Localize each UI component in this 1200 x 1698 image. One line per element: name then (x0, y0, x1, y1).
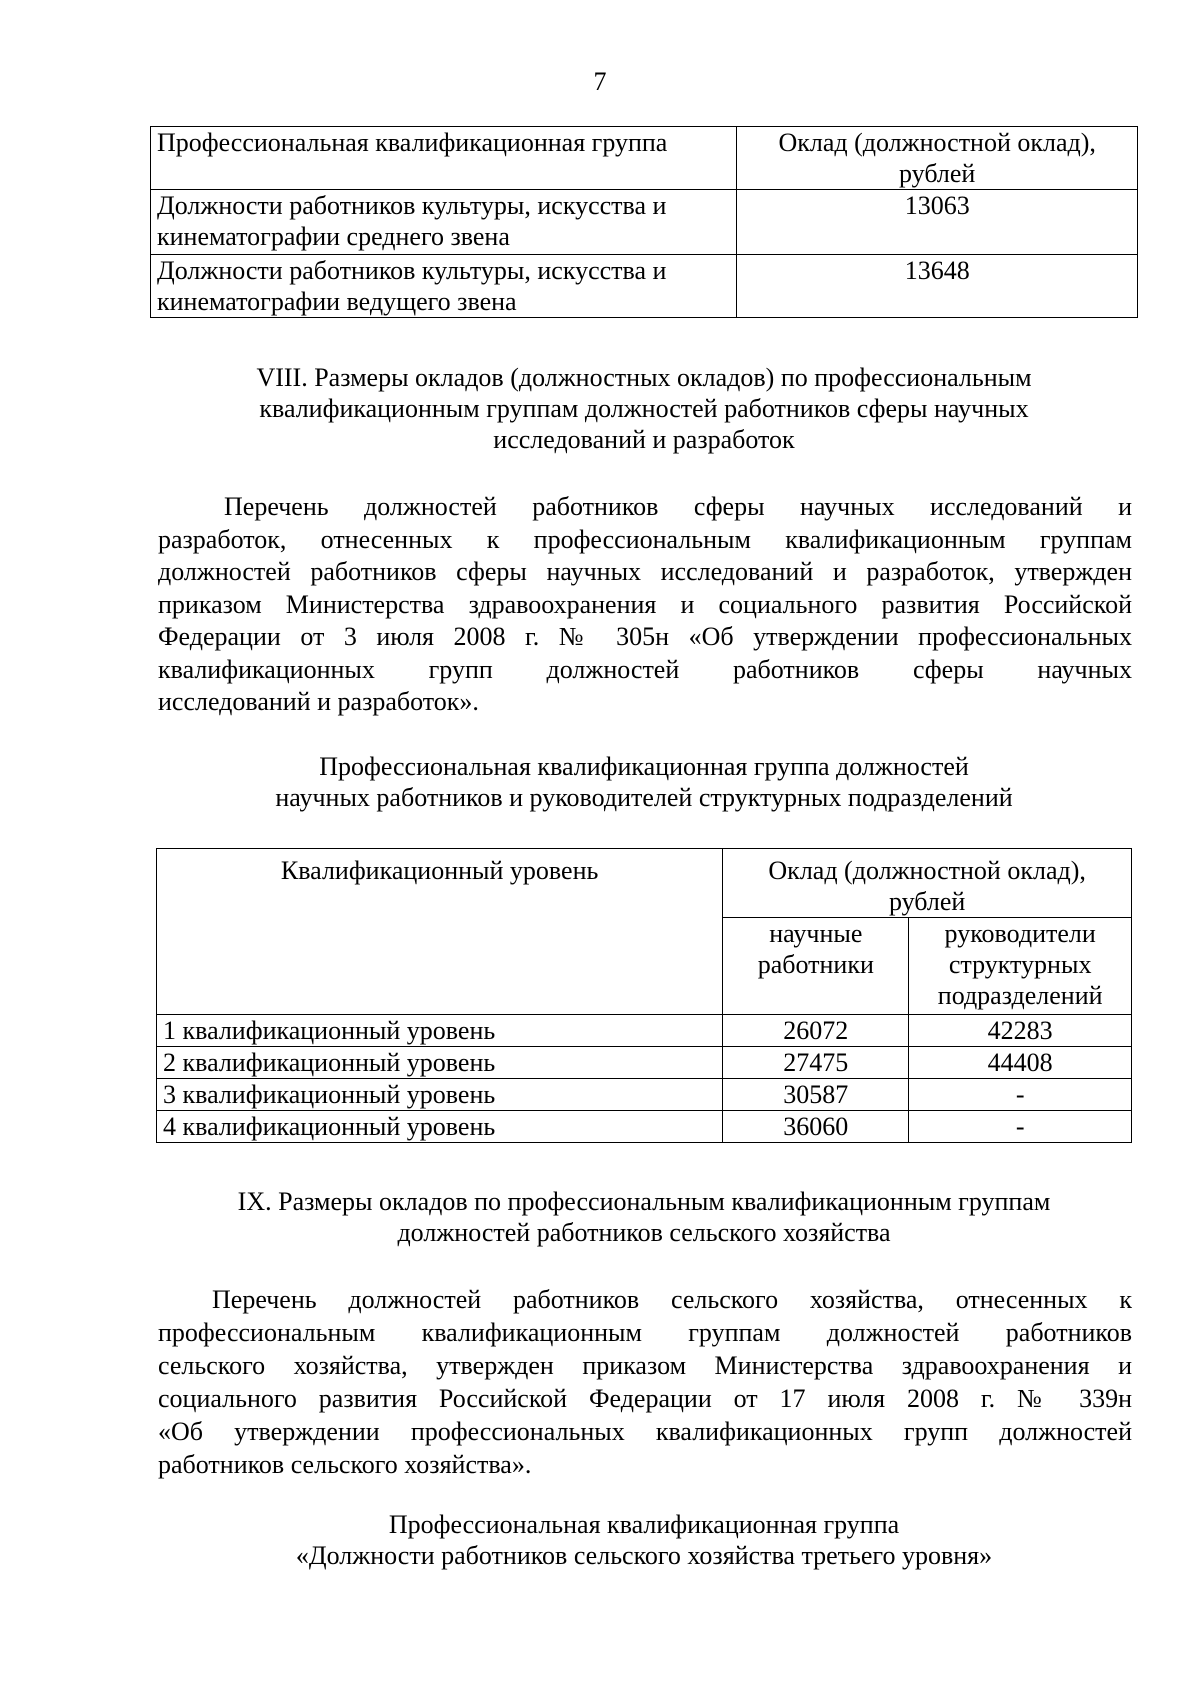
heads-salary-cell: 44408 (909, 1047, 1132, 1079)
paragraph-line: сельского хозяйства, утвержден приказом Министерства здравоохранения и (158, 1351, 1132, 1380)
salary-table-culture (150, 126, 1138, 318)
group-title-line: «Должности работников сельского хозяйства третьего уровня» (295, 1541, 993, 1570)
column-header-salary: Оклад (должностной оклад), рублей (737, 127, 1138, 190)
column-header-scientists: научные работники (723, 918, 909, 1015)
heads-salary-cell: - (909, 1079, 1132, 1111)
scientists-salary-cell: 36060 (723, 1111, 909, 1143)
paragraph-line: исследований и разработок». (158, 687, 479, 716)
group-title-line: Профессиональная квалификационная группа должностей (319, 752, 969, 781)
section-9-heading (150, 1186, 1138, 1248)
heading-line: исследований и разработок (493, 425, 795, 454)
paragraph-line: «Об утверждении профессиональных квалификационных групп должностей (158, 1417, 1132, 1446)
salary-table-science (156, 848, 1132, 1143)
paragraph-line: Федерации от 3 июля 2008 г. № 305н «Об утверждении профессиональных (158, 622, 1132, 651)
paragraph-line: работников сельского хозяйства». (158, 1450, 532, 1479)
group-title-line: Профессиональная квалификационная группа (388, 1510, 900, 1539)
paragraph-line: должностей работников сферы научных исследований и разработок, утвержден (158, 557, 1132, 586)
section-8-heading (150, 362, 1138, 455)
level-cell: 3 квалификационный уровень (157, 1079, 723, 1111)
table-row (157, 1079, 1132, 1111)
column-header-heads: руководители структурных подразделений (909, 918, 1132, 1015)
scientists-salary-cell: 27475 (723, 1047, 909, 1079)
paragraph-line: профессиональным квалификационным группам должностей работников (158, 1318, 1132, 1347)
heading-line: VIII. Размеры окладов (должностных окладов) по профессиональным (256, 363, 1032, 392)
group-title-line: научных работников и руководителей структурных подразделений (275, 783, 1013, 812)
table-header-row (151, 127, 1138, 190)
section-8-paragraph (158, 491, 1132, 719)
heading-line: IX. Размеры окладов по профессиональным квалификационным группам (237, 1187, 1051, 1216)
table-header-row (157, 849, 1132, 918)
paragraph-line: Перечень должностей работников сельского хозяйства, отнесенных к (212, 1285, 1132, 1314)
level-cell: 2 квалификационный уровень (157, 1047, 723, 1079)
section-9-paragraph (158, 1283, 1132, 1481)
heads-salary-cell: 42283 (909, 1015, 1132, 1047)
paragraph-line: социального развития Российской Федерации от 17 июля 2008 г. № 339н (158, 1384, 1132, 1413)
table-row (157, 1015, 1132, 1047)
paragraph-line: разработок, отнесенных к профессиональным квалификационным группам (158, 524, 1132, 554)
page-number: 7 (593, 67, 607, 96)
salary-cell: 13063 (737, 190, 1138, 255)
section-9-group-title (150, 1509, 1138, 1571)
paragraph-line: приказом Министерства здравоохранения и социального развития Российской (158, 589, 1132, 619)
heading-line: должностей работников сельского хозяйства (397, 1218, 891, 1247)
table-row (157, 1111, 1132, 1143)
group-cell: Должности работников культуры, искусства и кинематографии среднего звена (151, 190, 737, 255)
scientists-salary-cell: 26072 (723, 1015, 909, 1047)
scientists-salary-cell: 30587 (723, 1079, 909, 1111)
level-cell: 1 квалификационный уровень (157, 1015, 723, 1047)
column-header-salary: Оклад (должностной оклад), рублей (723, 849, 1132, 918)
salary-cell: 13648 (737, 255, 1138, 318)
column-header-group: Профессиональная квалификационная группа (151, 127, 737, 190)
column-header-level: Квалификационный уровень (157, 849, 723, 1015)
paragraph-line: Перечень должностей работников сферы научных исследований и (224, 492, 1132, 521)
section-8-group-title (150, 751, 1138, 813)
heads-salary-cell: - (909, 1111, 1132, 1143)
table-row (157, 1047, 1132, 1079)
table-row (151, 190, 1138, 255)
group-cell: Должности работников культуры, искусства и кинематографии ведущего звена (151, 255, 737, 318)
level-cell: 4 квалификационный уровень (157, 1111, 723, 1143)
paragraph-line: квалификационных групп должностей работников сферы научных (158, 654, 1132, 684)
heading-line: квалификационным группам должностей работников сферы научных (259, 394, 1029, 423)
table-row (151, 255, 1138, 318)
